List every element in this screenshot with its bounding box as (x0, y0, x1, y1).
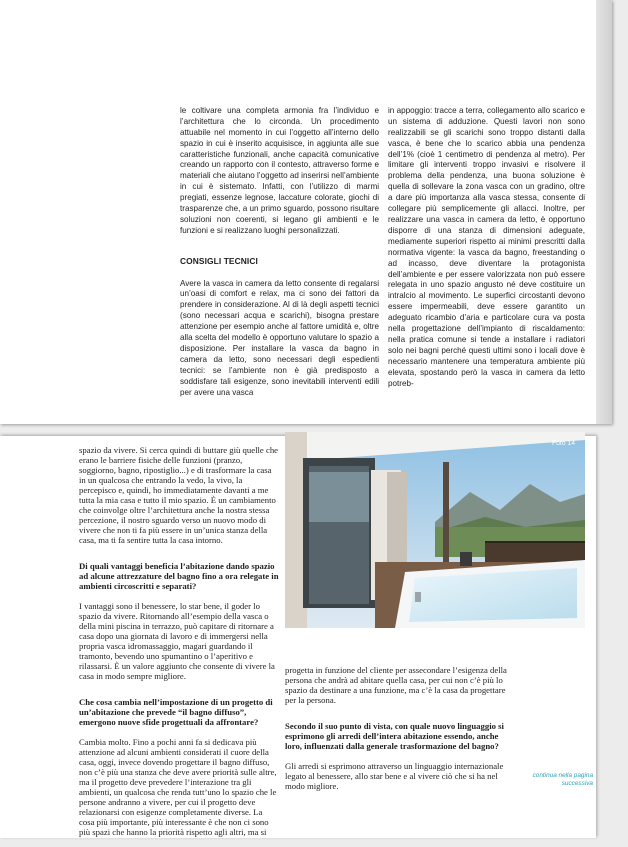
interview-paragraph: spazio da vivere. Si cerca quindi di buttare giù quelle che erano le barriere fisiche delle funzioni (pranzo, soggiorno, bagno, ripostiglio...) e di trasformare la casa in un qualcosa che entrando la vedo, la vivo, la percepisco e, quindi, ho immediatamente davanti a me tutta la mia casa e tutto il mio spazio. È un cambiamento che coinvolge oltre l’architettura anche la nostra stessa percezione, il nostro sguardo verso un nuovo modo di vivere che non ti fa più essere in un’unica stanza della casa, ma ti fa sentire tutta la casa intorno. (79, 445, 279, 545)
body-paragraph: Avere la vasca in camera da letto consente di regalarsi un’oasi di comfort e relax, ma ci sono dei fattori da prendere in considerazione. Al di là degli aspetti tecnici (sono necessari acqua e scarichi), bisogna prestare attenzione per esempio anche al fattore umidità e, oltre alla scelta del modello è opportuno valutare lo spazio a disposizione. Per installare la vasca da bagno in camera da letto, sono necessari degli espedienti tecnici: se l’ambiente non è già predisposto a soddisfare tali esigenze, sono inevitabili interventi edili per avere una vasca (180, 278, 379, 397)
body-paragraph: in appoggio: tracce a terra, collegamento allo scarico e un sistema di adduzione. Questi lavori non sono realizzabili se gli scarichi sono troppo distanti dalla vasca, è bene che lo scarico abbia una pendenza dell’1% (cioè 1 centimetro di pendenza al metro). Per limitare gli interventi troppo invasivi e risolvere il problema della pendenza, una buona soluzione è quella di sollevare la zona vasca con un gradino, oltre a dare più importanza alla vasca stessa, consente di collegare più semplicemente gli allacci. Inoltre, per realizzare una vasca in camera da letto, è opportuno disporre di una stanza di dimensioni adeguate, mediamente superiori rispetto ai minimi prescritti dalla normativa vigente: la vasca da bagno, freestanding o ad incasso, deve diventare la protagonista dell’ambiente e per essere valorizzata non può essere relegata in uno spazio angusto né deve costituire un intralcio al movimento. Le superfici circostanti devono essere impermeabili, deve essere garantito un adeguato ricambio d’aria e particolare cura va posta nella progettazione dell’impianto di riscaldamento: nella pratica comune si tende a installare i radiatori solo nei bagni perché questi ultimi sono i locali dove è necessario mantenere una temperatura ambiente più elevata, spostando però la vasca in camera da letto potreb- (388, 105, 585, 388)
interview-answer: I vantaggi sono il benessere, lo star bene, il goder lo spazio da vivere. Ritornando all’esempio della vasca o della mini piscina in terrazzo, può capitare di ritornare a casa dopo una giornata di lavoro e di immergersi nella propria vasca idromassaggio, magari guardando il tramonto, bevendo uno spumantino o l’aperitivo e rilassarsi. È un valore aggiunto che consente di vivere la casa in modo sempre migliore. (79, 601, 275, 681)
photo-caption-number: Foto 14 (551, 440, 575, 447)
top-left-column (180, 95, 379, 409)
interview-paragraph: progetta in funzione del cliente per assecondare l’esigenza della persona che andrà ad abitare quella casa, per cui non c’è più lo spazio da destinare a una funzione, ma c’è la casa da progettare per la persona. (285, 665, 507, 705)
photo-illustration (285, 432, 585, 628)
interview-answer: Gli arredi si esprimono attraverso un linguaggio internazionale legato al benessere, allo star bene e al vivere ciò che si ha nel modo migliore. (285, 761, 504, 791)
interview-question: Secondo il suo punto di vista, con quale nuovo linguaggio si esprimono gli arredi dell’intera abitazione essendo, anche loro, influenzati dalla generale trasformazione del bagno? (285, 721, 504, 751)
intro-paragraph: le coltivare una completa armonia fra l’individuo e l’architettura che lo circonda. Un procedimento attuabile nel momento in cui l’oggetto all’interno dello spazio in cui è inserito acquisisce, in aggiunta alle sue caratteristiche funzionali, anche capacità comunicative creando un rapporto con il contesto, attraverso forme e materiali che aiutano l’oggetto ad inserirsi nell’ambiente in cui è sistemato. Infatti, con l’utilizzo di marmi pregiati, essenze legnose, laccature colorate, giochi di trasparenze che, a un primo sguardo, possono risultare soluzioni non coerenti, si legano gli ambienti e le funzioni e si realizzano luoghi personalizzati. (180, 105, 379, 235)
terrace-hot-tub-photo (285, 432, 585, 628)
interview-question: Di quali vantaggi beneficia l’abitazione dando spazio ad alcune attrezzature del bagno fino a ora relegate in ambienti circoscritti e separati? (79, 561, 279, 591)
continue-next-page-note: continua nella pagina successiva (532, 772, 593, 787)
interview-question: Che cosa cambia nell’impostazione di un progetto di un’abitazione che prevede “il bagno diffuso”, emergono nuove sfide progettuali da affrontare? (79, 697, 273, 727)
bottom-left-column (79, 435, 279, 847)
interview-answer: Cambia molto. Fino a pochi anni fa si dedicava più attenzione ad alcuni ambienti considerati il cuore della casa, oggi, invece dovendo progettare il bagno diffuso, non c’è più una stanza che deve avere priorità sulle altre, ma il progetto deve prevedere l’interazione tra gli ambienti, un qualcosa che renda tutt’uno lo spazio che le persone andranno a vivere, per cui il progetto deve relazionarsi con esigenze completamente diverse. La cosa più importante, più interessante è che non ci sono più spazi che hanno la priorità rispetto agli altri, ma si (79, 737, 277, 837)
top-right-column (388, 95, 585, 400)
bottom-middle-column (285, 655, 515, 801)
page-top-sheet (0, 0, 612, 424)
section-heading: CONSIGLI TECNICI (180, 255, 258, 266)
page-edge-shade (596, 0, 612, 424)
